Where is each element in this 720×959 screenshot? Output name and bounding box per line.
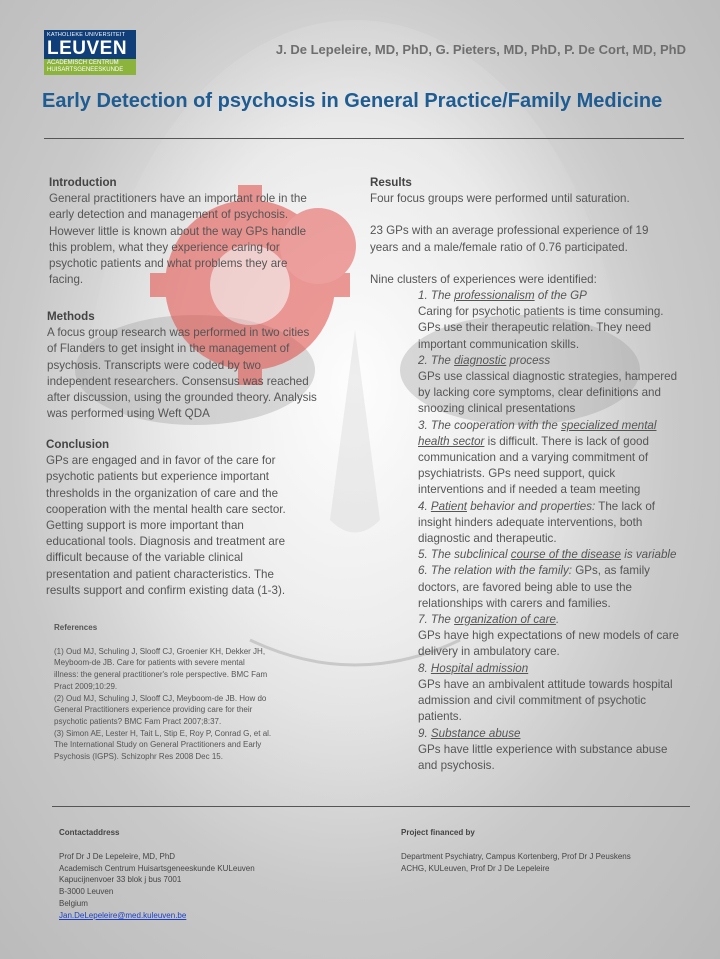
reference-line: (3) Simon AE, Lester H, Tait L, Stip E, Roy P, Conrad G, et al. [54, 728, 272, 738]
cluster-2-line: by lacking core symptoms, clear definitions and [418, 386, 661, 400]
results-line: Four focus groups were performed until saturation. [370, 192, 630, 206]
methods-line: of Flanders to get insight in the management of [47, 342, 290, 356]
cluster-2-line: GPs use classical diagnostic strategies, hampered [418, 370, 678, 384]
cluster-7-title: 7. The organization of care. [418, 613, 560, 627]
logo-sub-text [44, 59, 136, 75]
cluster-9-line: and psychosis. [418, 758, 495, 772]
cluster-4-line: insight hinders adequate interventions, both [418, 515, 643, 529]
conclusion-section [46, 437, 346, 599]
conclusion-line: cooperation with the mental health care sector. [46, 502, 286, 516]
footer-divider [52, 806, 690, 807]
reference-line: General Practitioners experience providing care for their [54, 705, 253, 715]
methods-line: psychosis. Transcripts were coded by two [47, 358, 261, 372]
ku-leuven-logo [44, 30, 136, 78]
funding-line: ACHG, KULeuven, Prof Dr J De Lepeleire [401, 863, 550, 873]
conclusion-heading: Conclusion [46, 438, 110, 451]
page-title: Early Detection of psychosis in General Practice/Family Medicine [42, 90, 663, 112]
funding-heading: Project financed by [401, 828, 475, 837]
contact-heading: Contactaddress [59, 828, 120, 837]
results-line: years and a male/female ratio of 0.76 participated. [370, 240, 628, 254]
conclusion-line: results support and confirm existing data (1-3). [46, 583, 286, 597]
methods-line: independent researchers. Consensus was reached [47, 374, 309, 388]
methods-line: was performed using Weft QDA [47, 407, 210, 421]
reference-line: Pract 2009;10:29. [54, 681, 118, 691]
introduction-line: this problem, what they experience caring for [49, 240, 280, 254]
results-heading: Results [370, 176, 412, 189]
logo-main-text: LEUVEN [44, 39, 136, 59]
cluster-4-line: diagnostic and therapeutic. [418, 532, 557, 546]
reference-line: (1) Oud MJ, Schuling J, Slooff CJ, Groenier KH, Dekker JH, [54, 646, 266, 656]
reference-line: Psychosis (IGPS). Schizophr Res 2008 Dec 15. [54, 752, 223, 762]
cluster-9-line: GPs have little experience with substance abuse [418, 742, 668, 756]
contact-line: Academisch Centrum Huisartsgeneeskunde KULeuven [59, 863, 255, 873]
funding-line: Department Psychiatry, Campus Kortenberg, Prof Dr J Peuskens [401, 851, 631, 861]
references-section [54, 622, 344, 763]
results-line: Nine clusters of experiences were identified: [370, 272, 597, 286]
introduction-line: facing. [49, 273, 84, 287]
cluster-8-line: admission and civil commitment of psychotic [418, 694, 647, 708]
cluster-6-line: relationships with carers and families. [418, 596, 611, 610]
cluster-5-title: 5. The subclinical course of the disease is variable [418, 548, 677, 562]
cluster-7-line: GPs have high expectations of new models of care [418, 629, 680, 643]
logo-top-text: KATHOLIEKE UNIVERSITEIT [44, 30, 136, 39]
contact-line: Belgium [59, 898, 88, 908]
contact-line: B-3000 Leuven [59, 887, 114, 897]
cluster-8-line: patients. [418, 710, 462, 724]
cluster-1-line: GPs use their therapeutic relation. They need [418, 321, 652, 335]
cluster-2-line: snoozing clinical presentations [418, 402, 576, 416]
cluster-list [370, 288, 700, 774]
title-divider [44, 138, 684, 139]
introduction-line: General practitioners have an important role in the [49, 192, 307, 206]
reference-line: (2) Oud MJ, Schuling J, Slooff CJ, Meyboom-de JB. How do [54, 693, 267, 703]
contact-line: Prof Dr J De Lepeleire, MD, PhD [59, 851, 176, 861]
methods-section [47, 309, 347, 422]
logo-sub-line-1: ACADEMISCH CENTRUM [47, 60, 119, 66]
cluster-3-line: interventions and if needed a team meeting [418, 483, 641, 497]
cluster-8-line: GPs have an ambivalent attitude towards hospital [418, 677, 673, 691]
conclusion-line: psychotic patients but experience important [46, 470, 269, 484]
conclusion-line: thresholds in the organization of care and the [46, 486, 279, 500]
cluster-2-title: 2. The diagnostic process [418, 353, 551, 367]
introduction-heading: Introduction [49, 176, 117, 189]
conclusion-line: difficult because of the variable clinical [46, 551, 243, 565]
reference-line: psychotic patients? BMC Fam Pract 2007;8:37. [54, 716, 222, 726]
logo-sub-line-2: HUISARTSGENEESKUNDE [47, 67, 124, 73]
methods-line: after discussion, using the grounded theory. Analysis [47, 391, 317, 405]
cluster-7-line: delivery in ambulatory care. [418, 645, 560, 659]
methods-heading: Methods [47, 310, 95, 323]
contact-line: Kapucijnenvoer 33 blok j bus 7001 [59, 875, 182, 885]
references-heading: References [54, 623, 98, 632]
methods-line: A focus group research was performed in two cities [47, 326, 310, 340]
conclusion-line: GPs are engaged and in favor of the care for [46, 454, 276, 468]
introduction-line: However little is known about the way GPs handle [49, 224, 307, 238]
conclusion-line: presentation and patient characteristics. The [46, 567, 274, 581]
cluster-1-line: important communication skills. [418, 337, 580, 351]
introduction-line: psychotic patients and what problems they are [49, 257, 288, 271]
reference-line: Meyboom-de JB. Care for patients with severe mental [54, 658, 245, 668]
funding-section [401, 827, 701, 874]
conclusion-line: educational tools. Diagnosis and treatment are [46, 535, 286, 549]
results-section [370, 175, 700, 774]
cluster-4-title: 4. Patient behavior and properties: The lack of [418, 499, 655, 513]
introduction-line: early detection and management of psychosis. [49, 208, 289, 222]
introduction-section [49, 175, 339, 288]
conclusion-line: Getting support is more important than [46, 519, 244, 533]
authors: J. De Lepeleire, MD, PhD, G. Pieters, MD, PhD, P. De Cort, MD, PhD [275, 42, 686, 57]
reference-line: The International Study on General Practitioners and Early [54, 740, 262, 750]
cluster-3-line: psychiatrists. GPs need support, quick [418, 467, 616, 481]
cluster-6-line: doctors, are favored being able to use the [418, 580, 632, 594]
cluster-8-title: 8. Hospital admission [418, 661, 529, 675]
contact-section [59, 827, 359, 922]
cluster-3-title: 3. The cooperation with the specialized mental [418, 418, 657, 432]
reference-line: illness: the general practitioner's role perspective. BMC Fam [54, 670, 268, 680]
cluster-6-title: 6. The relation with the family: GPs, as family [418, 564, 650, 578]
cluster-3-line: health sector is difficult. There is lack of good [418, 434, 649, 448]
cluster-1-title: 1. The professionalism of the GP [418, 289, 587, 303]
email-link[interactable]: Jan.DeLepeleire@med.kuleuven.be [59, 910, 187, 920]
cluster-1-line: Caring for psychotic patients is time consuming. [418, 305, 664, 319]
results-line: 23 GPs with an average professional experience of 19 [370, 224, 649, 238]
cluster-3-line: communication and a varying commitment of [418, 451, 649, 465]
cluster-9-title: 9. Substance abuse [418, 726, 521, 740]
